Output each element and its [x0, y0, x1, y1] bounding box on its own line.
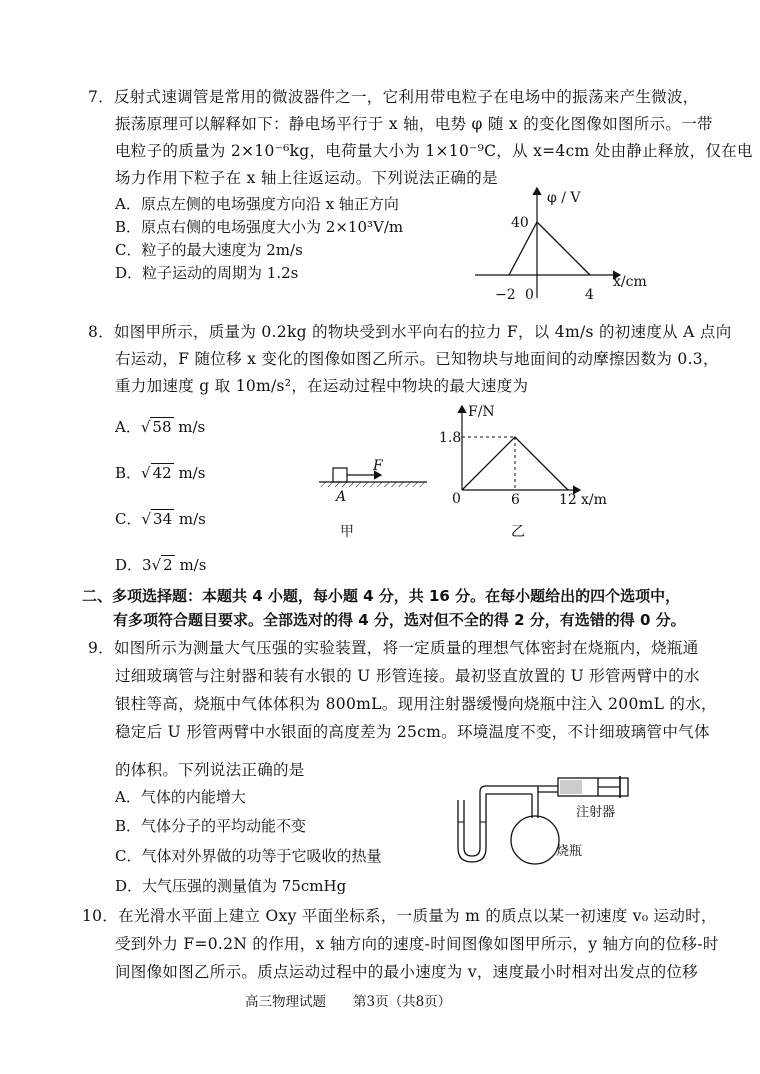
fb-x-label: x/m [581, 492, 607, 508]
section2-line-1: 二、多项选择题：本题共 4 小题，每小题 4 分，共 16 分。在每小题给出的四个选项中， [82, 587, 681, 605]
q7-y-label: φ / V [547, 190, 581, 206]
q7-x-label: x/cm [613, 274, 647, 290]
q7-line-4: 场力作用下粒子在 x 轴上往返运动。下列说法正确的是 [115, 169, 498, 187]
flask-body [511, 816, 559, 864]
q7-line-1: 7．反射式速调管是常用的微波器件之一，它利用带电粒子在电场中的振荡来产生微波， [88, 88, 699, 106]
q9-line-5: 的体积。下列说法正确的是 [115, 761, 305, 779]
q9-option-a: A．气体的内能增大 [115, 788, 246, 806]
q7-option-b: B．原点右侧的电场强度大小为 2×10³V/m [115, 218, 404, 236]
q8-option-b: B．√ 42 m/s [115, 464, 206, 482]
q9-line-3: 银柱等高，烧瓶中气体体积为 800mL。现用注射器缓慢向烧瓶中注入 200mL 的水， [115, 695, 717, 713]
u-tube-inner [464, 792, 480, 856]
page-footer: 高三物理试题 第3页（共8页） [245, 994, 452, 1010]
q7-option-d: D．粒子运动的周期为 1.2s [115, 264, 299, 282]
q10-line-3: 间图像如图乙所示。质点运动过程中的最小速度为 v，速度最小时相对出发点的位移 [115, 963, 699, 981]
point-a-label: A [336, 489, 347, 505]
q8-figure-a [315, 450, 440, 550]
q7-xpos-label: 4 [585, 287, 594, 303]
syringe-fill [560, 780, 582, 794]
fb-y-label: F/N [468, 404, 495, 420]
q9-line-4: 稳定后 U 形管两臂中水银面的高度差为 25cm。环境温度不变，不计细玻璃管中气体 [115, 723, 710, 741]
q7-option-c: C．粒子的最大速度为 2m/s [115, 241, 303, 259]
q7-line-3: 电粒子的质量为 2×10⁻⁶kg，电荷量大小为 1×10⁻⁹C，从 x=4cm 处由静止释放，仅在电 [115, 142, 753, 160]
q8-option-d: D．3√ 2 m/s [115, 556, 207, 574]
q7-line-2: 振荡原理可以解释如下：静电场平行于 x 轴，电势 φ 随 x 的变化图像如图所示。一带 [115, 115, 713, 133]
q10-line-2: 受到外力 F=0.2N 的作用，x 轴方向的速度-时间图像如图甲所示，y 轴方向的位移-时 [115, 935, 719, 953]
q9-option-c: C．气体对外界做的功等于它吸收的热量 [115, 847, 382, 865]
ground-hatch [319, 482, 427, 487]
q7-xneg-label: −2 [495, 287, 516, 303]
q9-option-d: D．大气压强的测量值为 75cmHg [115, 877, 347, 895]
syringe-label: 注射器 [576, 805, 616, 820]
q9-line-2: 过细玻璃管与注射器和装有水银的 U 形管连接。最初竖直放置的 U 形管两臂中的水 [115, 667, 700, 685]
q8-line-2: 右运动，F 随位移 x 变化的图像如图乙所示。已知物块与地面间的动摩擦因数为 0.3， [115, 350, 719, 368]
fig-b-caption: 乙 [511, 524, 525, 540]
connect-tube-top [480, 786, 538, 792]
q8-figure-b [435, 400, 635, 545]
q7-phi-graph [455, 182, 655, 307]
fb-x1-label: 6 [511, 492, 520, 508]
fb-peak-label: 1.8 [439, 430, 462, 446]
fb-x2-label: 12 [559, 492, 577, 508]
section2-line-2: 有多项符合题目要求。全部选对的得 4 分，选对但不全的得 2 分，有选错的得 0 分。 [113, 611, 686, 629]
q8-line-1: 8．如图甲所示，质量为 0.2kg 的物块受到水平向右的拉力 F，以 4m/s 的初速度从 A 点向 [88, 323, 732, 341]
q8-option-c: C．√ 34 m/s [115, 510, 206, 528]
q9-apparatus [448, 770, 693, 870]
fig-a-caption: 甲 [340, 524, 354, 540]
q9-option-b: B．气体分子的平均动能不变 [115, 817, 307, 835]
q7-origin-label: 0 [525, 287, 534, 303]
force-label: F [373, 458, 383, 474]
q8-option-a: A．√ 58 m/s [115, 418, 206, 436]
q10-line-1: 10．在光滑水平面上建立 Oxy 平面坐标系，一质量为 m 的质点以某一初速度 v₀ 运动时， [82, 907, 717, 925]
fb-origin-label: 0 [452, 491, 461, 507]
u-tube-outer [458, 800, 486, 862]
block [333, 468, 347, 482]
q8-line-3: 重力加速度 g 取 10m/s²，在运动过程中物块的最大速度为 [115, 377, 529, 395]
q7-option-a: A．原点左侧的电场强度方向沿 x 轴正方向 [115, 195, 399, 213]
connect-tube-bottom [486, 794, 532, 800]
q9-line-1: 9．如图所示为测量大气压强的实验装置，将一定质量的理想气体密封在烧瓶内，烧瓶通 [88, 639, 699, 657]
flask-label: 烧瓶 [556, 844, 583, 859]
q7-peak-label: 40 [511, 215, 529, 231]
